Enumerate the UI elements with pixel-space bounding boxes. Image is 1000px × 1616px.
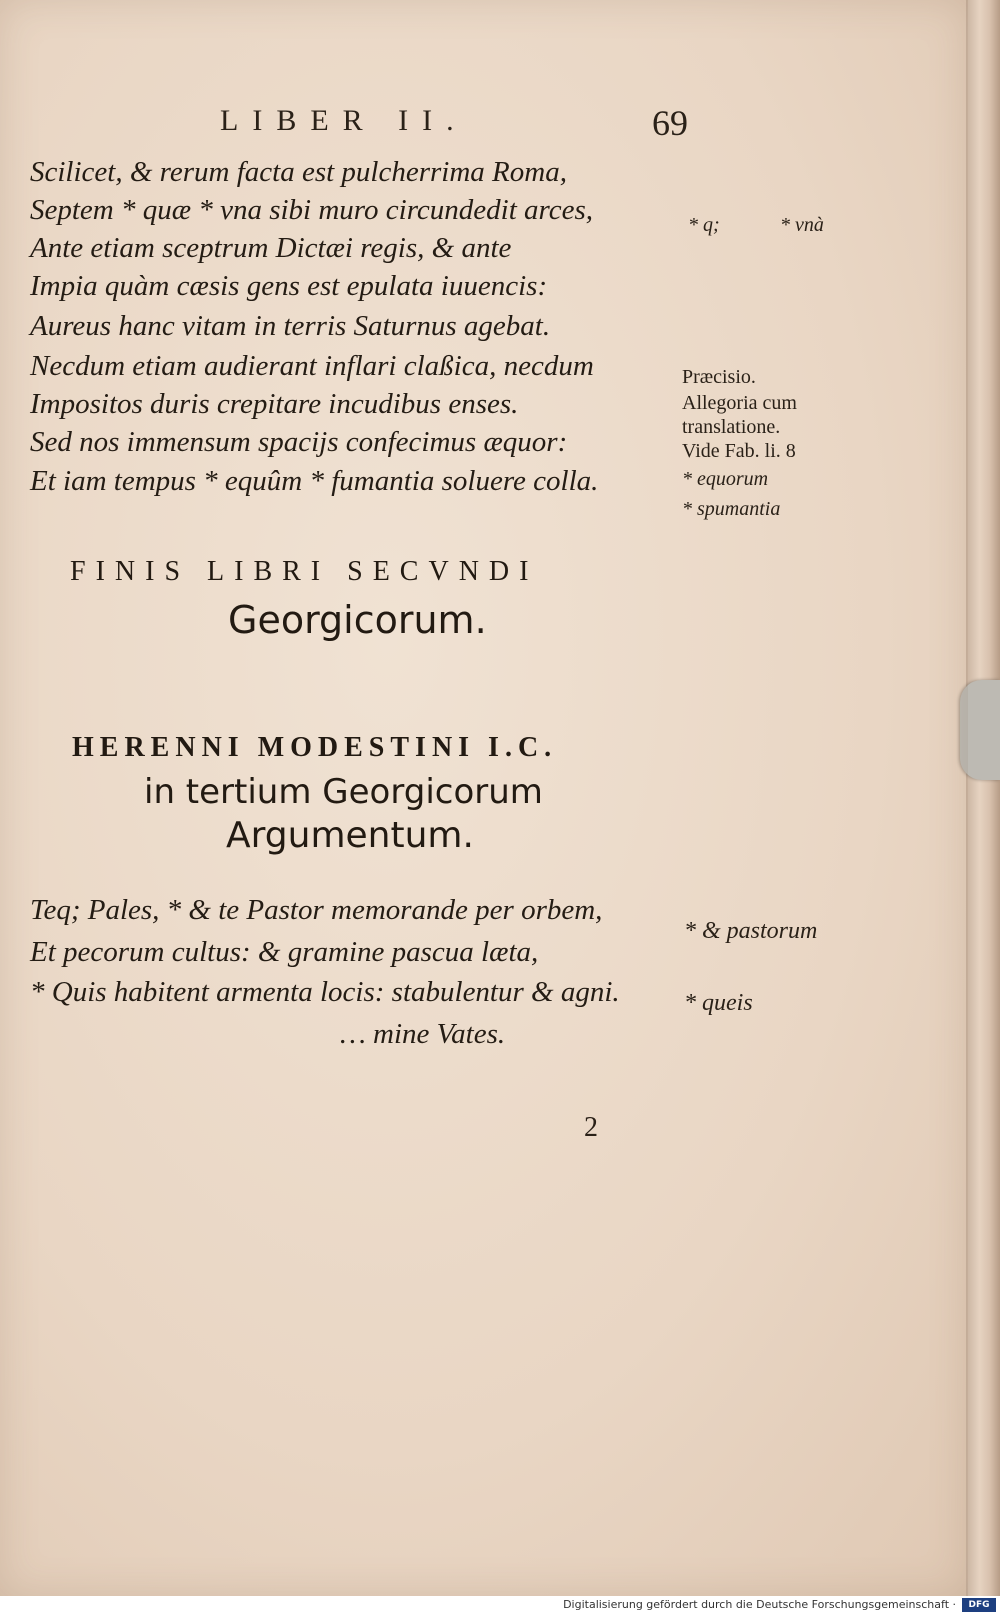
margin-note: Præcisio. xyxy=(682,366,756,388)
argument-label: Argumentum. xyxy=(226,815,474,856)
page-number: 69 xyxy=(652,103,688,143)
verse-line: Necdum etiam audierant inflari claßica, necdum xyxy=(30,350,594,382)
finis-subheading: Georgicorum. xyxy=(228,598,487,642)
color-tab-marker xyxy=(960,680,1000,780)
margin-note: * & pastorum xyxy=(684,918,818,944)
verse-line: Aureus hanc vitam in terris Saturnus agebat. xyxy=(30,310,551,342)
verse-line: Et iam tempus * equûm * fumantia soluere colla. xyxy=(30,465,599,497)
margin-note: * queis xyxy=(684,990,753,1016)
verse-line: Ante etiam sceptrum Dictæi regis, & ante xyxy=(30,232,512,264)
dfg-logo: DFG xyxy=(962,1598,996,1612)
argument-author: HERENNI MODESTINI I.C. xyxy=(72,732,558,763)
margin-note: * vnà xyxy=(780,214,824,236)
margin-note: * equorum xyxy=(682,468,769,490)
margin-note: translatione. xyxy=(682,416,781,438)
page-edge xyxy=(966,0,1000,1596)
finis-heading: FINIS LIBRI SECVNDI xyxy=(70,556,539,587)
verse-line: Impia quàm cæsis gens est epulata iuuencis: xyxy=(30,270,548,302)
margin-note: Allegoria cum xyxy=(682,392,797,414)
signature-mark: 2 xyxy=(584,1112,598,1143)
footer-credit: Digitalisierung gefördert durch die Deutsche Forschungsgemeinschaft · xyxy=(563,1598,956,1611)
margin-note: Vide Fab. li. 8 xyxy=(682,440,796,462)
verse-line: * Quis habitent armenta locis: stabulentur & agni. xyxy=(30,976,620,1008)
verse-line: … mine Vates. xyxy=(340,1018,506,1050)
margin-note: * spumantia xyxy=(682,498,781,520)
argument-title: in tertium Georgicorum xyxy=(144,772,543,812)
verse-line: Impositos duris crepitare incudibus enses. xyxy=(30,388,519,420)
verse-line: Sed nos immensum spacijs confecimus æquor: xyxy=(30,426,568,458)
verse-line: Septem * quæ * vna sibi muro circundedit arces, xyxy=(30,194,593,226)
verse-line: Teq; Pales, * & te Pastor memorande per orbem, xyxy=(30,894,603,926)
verse-line: Scilicet, & rerum facta est pulcherrima Roma, xyxy=(30,156,567,188)
verse-line: Et pecorum cultus: & gramine pascua læta, xyxy=(30,936,539,968)
running-head: LIBER II. xyxy=(220,104,468,137)
margin-note: * q; xyxy=(688,214,720,236)
